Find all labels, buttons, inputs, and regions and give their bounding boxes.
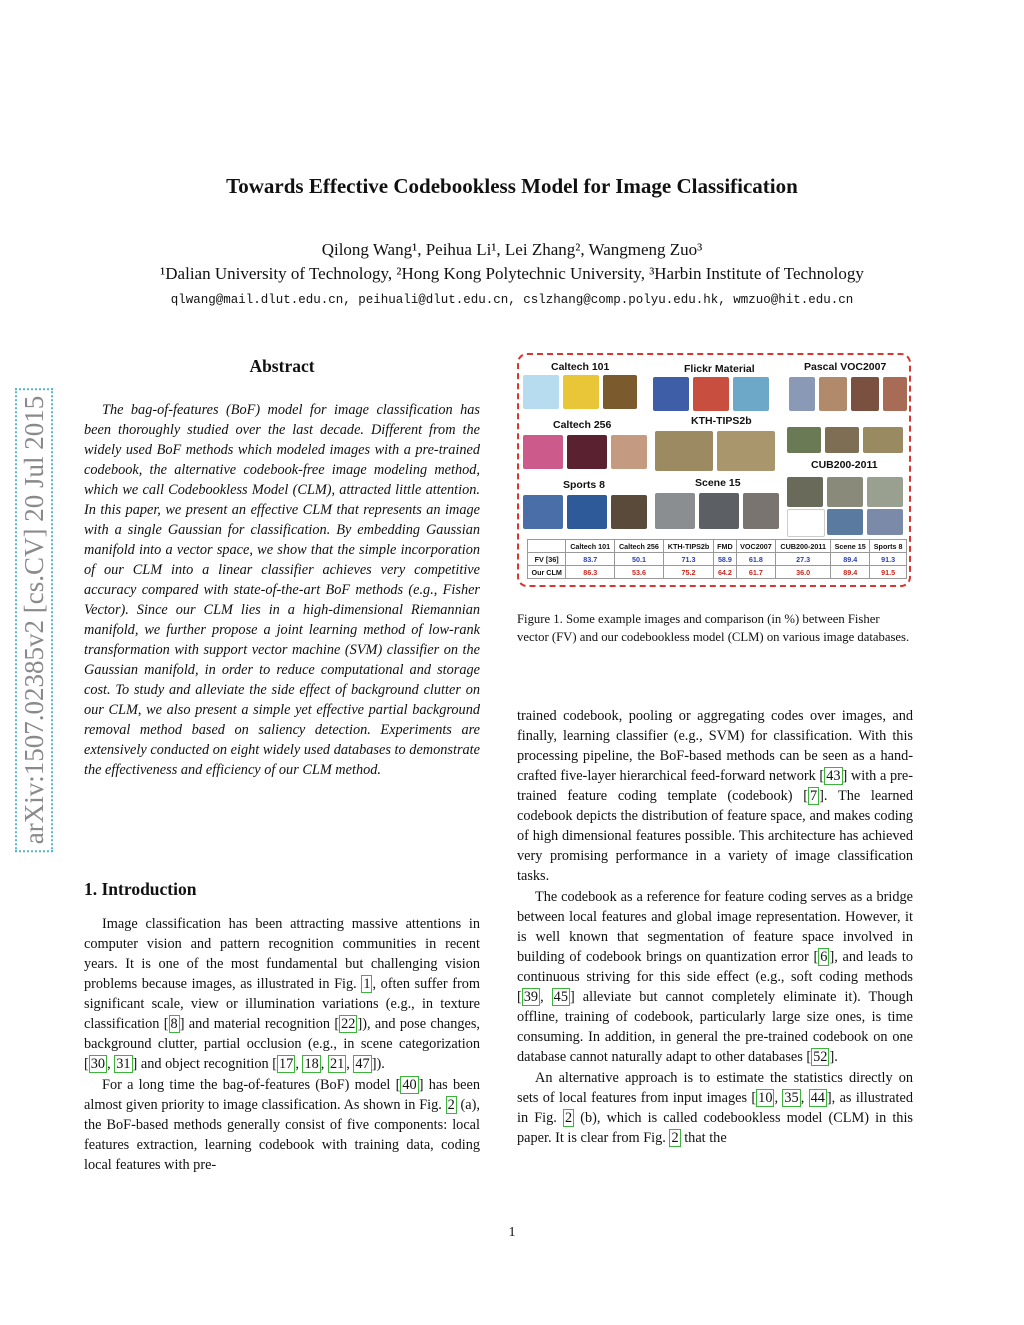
dataset-label-caltech256: Caltech 256: [553, 419, 612, 431]
citation-link[interactable]: 40: [402, 1077, 417, 1093]
table-cell: 83.7: [566, 553, 615, 566]
table-cell: 50.1: [615, 553, 664, 566]
dataset-label-voc: Pascal VOC2007: [804, 361, 887, 373]
dataset-label-cub: CUB200-2011: [811, 459, 878, 471]
citation-link[interactable]: 17: [279, 1056, 294, 1072]
section-heading-introduction: 1. Introduction: [84, 879, 197, 899]
table-header-cell: Sports 8: [870, 540, 907, 553]
citation-link[interactable]: 18: [304, 1056, 319, 1072]
sample-image: [655, 431, 713, 471]
dataset-label-kth: KTH-TIPS2b: [691, 415, 752, 427]
intro-paragraph-2: For a long time the bag-of-features (BoF) model [ 40 ] has been almost given priority to image classification. As shown in Fig. 2 (a), the BoF-based methods generally consist of five components: local features extraction, learning codebook with training data, coding local features with pre-: [84, 1077, 480, 1173]
table-cell: 61.8: [736, 553, 776, 566]
right-paragraph-2: The codebook as a reference for feature coding serves as a bridge between local features and global image representation. However, it is well known that segmentation of feature space involved in building of codebook brings on quantization error [ 6 ], and leads to continuous striving for this side effect (e.g., soft coding methods [ 39 , 45 ] alleviate but cannot completely eliminate it). Though offline, training of codebook, particularly large size ones, is time consuming. In addition, in general the pre-trained codebook on one database cannot naturally adapt to other databases [ 52 ].: [517, 889, 913, 1065]
row-label: Our CLM: [528, 566, 566, 579]
arxiv-stamp[interactable]: [14, 320, 54, 920]
citation-link[interactable]: 47: [355, 1056, 370, 1072]
sample-image: [693, 377, 729, 411]
table-cell: 27.3: [776, 553, 831, 566]
figure-link[interactable]: 2: [671, 1130, 679, 1146]
table-cell: 64.2: [714, 566, 736, 579]
sample-image: [523, 375, 559, 409]
citation-link[interactable]: 31: [116, 1056, 131, 1072]
author-emails: qlwang@mail.dlut.edu.cn, peihuali@dlut.edu.cn, cslzhang@comp.polyu.edu.hk, wmzuo@hit.edu.cn: [170, 293, 854, 307]
sample-image: [787, 477, 823, 507]
table-row: [528, 553, 907, 566]
table-header-cell: FMD: [714, 540, 736, 553]
page-number: 1: [508, 1225, 516, 1240]
table-cell: 58.9: [714, 553, 736, 566]
citation-link[interactable]: 21: [329, 1056, 345, 1072]
sample-image: [655, 493, 695, 529]
citation-link[interactable]: 7: [810, 788, 818, 804]
sample-image: [563, 375, 599, 409]
arxiv-stamp-text: arXiv:1507.02385v2 [cs.CV] 20 Jul 2015: [15, 388, 53, 852]
table-cell: 36.0: [776, 566, 831, 579]
figure-1-caption: Figure 1. Some example images and comparison (in %) between Fisher vector (FV) and our codebookless model (CLM) on various image databases.: [517, 612, 910, 644]
sample-image: [867, 509, 903, 535]
table-header-cell: Scene 15: [831, 540, 870, 553]
sample-image: [789, 377, 815, 411]
table-header-cell: Caltech 256: [615, 540, 664, 553]
sample-image: [827, 477, 863, 507]
figure-1-image-panel: [517, 353, 911, 587]
sample-image: [851, 377, 879, 411]
abstract-heading: Abstract: [249, 356, 315, 376]
citation-link[interactable]: 30: [90, 1056, 106, 1072]
citation-link[interactable]: 44: [810, 1090, 825, 1106]
affiliations: ¹Dalian University of Technology, ²Hong Kong Polytechnic University, ³Harbin Institute of Technology: [160, 264, 864, 283]
sample-image: [867, 477, 903, 507]
table-cell: 91.3: [870, 553, 907, 566]
citation-link[interactable]: 35: [784, 1090, 799, 1106]
table-cell: 86.3: [566, 566, 615, 579]
table-cell: 53.6: [615, 566, 664, 579]
table-cell: 89.4: [831, 553, 870, 566]
dataset-label-caltech101: Caltech 101: [551, 361, 610, 373]
table-cell: 91.5: [870, 566, 907, 579]
right-paragraph-3: An alternative approach is to estimate the statistics directly on sets of local features from input images [ 10 , 35 , 44 ], as illustrated in Fig. 2 (b), which is called codebookless model (CLM) in this paper. It is clear from Fig. 2 that the: [517, 1070, 913, 1146]
citation-link[interactable]: 39: [523, 989, 539, 1005]
dataset-label-sports: Sports 8: [563, 479, 606, 491]
sample-image: [567, 435, 607, 469]
paper-title: Towards Effective Codebookless Model for Image Classification: [226, 174, 798, 198]
table-header-row: [528, 540, 907, 553]
sample-image: [743, 493, 779, 529]
sample-image: [717, 431, 775, 471]
sample-image: [863, 427, 903, 453]
sample-image: [787, 509, 825, 537]
sample-image: [523, 495, 563, 529]
table-header-cell: KTH-TIPS2b: [663, 540, 713, 553]
sample-image: [819, 377, 847, 411]
sample-image: [611, 435, 647, 469]
sample-image: [733, 377, 769, 411]
right-paragraph-1: trained codebook, pooling or aggregating codes over images, and finally, learning classifier (e.g., SVM) for classification. With this processing pipeline, the BoF-based methods can be seen as a hand-crafted five-layer hierarchical feed-forward network [ 43 ] with a pre-trained feature coding template (codebook) [ 7 ]. The learned codebook depicts the distribution of feature space, and makes coding of high dimensional features possible. This architecture has achieved very promising performance in a variety of image classification tasks.: [517, 708, 914, 884]
citation-link[interactable]: 45: [553, 989, 568, 1005]
table-cell: 75.2: [663, 566, 713, 579]
table-header-cell: VOC2007: [736, 540, 776, 553]
sample-image: [825, 427, 859, 453]
citation-link[interactable]: 8: [170, 1016, 178, 1032]
sample-image: [611, 495, 647, 529]
introduction-text: [84, 914, 480, 1175]
abstract-text: The bag-of-features (BoF) model for image classification has been thoroughly studied over the last decade. Different from the widely used BoF methods which modeled images with a pre-trained codebook, the alternative codebook-free image modeling method, which we call Codebookless Model (CLM), attracted little attention. In this paper, we present an effective CLM that represents an image with a single Gaussian for classification. By embedding Gaussian manifold into a vector space, we show that the simple incorporation of our CLM into a linear classifier achieves very competitive accuracy compared with state-of-the-art BoF methods (e.g., Fisher Vector). Since our CLM lies in a high-dimensional Riemannian manifold, we further propose a joint learning method of low-rank transformation with support vector machine (SVM) classifier on the Gaussian manifold, in order to reduce computational and storage cost. To study and alleviate the side effect of background clutter on our CLM, we also present a simple yet effective partial background removal method based on saliency detection. Experiments are extensively conducted on eight widely used databases to demonstrate the effectiveness and efficiency of our CLM method.: [84, 402, 480, 778]
sample-image: [653, 377, 689, 411]
row-label: FV [36]: [528, 553, 566, 566]
table-header-cell: CUB200-2011: [776, 540, 831, 553]
dataset-label-scene: Scene 15: [695, 477, 741, 489]
table-row: [528, 566, 907, 579]
table-header-cell: Caltech 101: [566, 540, 615, 553]
table-header-cell: [528, 540, 566, 553]
citation-link[interactable]: 22: [341, 1016, 356, 1032]
dataset-label-flickr: Flickr Material: [684, 363, 755, 375]
table-cell: 71.3: [663, 553, 713, 566]
citation-link[interactable]: 6: [820, 949, 828, 965]
sample-image: [567, 495, 607, 529]
figure-link[interactable]: 2: [564, 1110, 573, 1126]
sample-image: [603, 375, 637, 409]
sample-image: [883, 377, 907, 411]
citation-link[interactable]: 43: [826, 768, 841, 784]
figure-1-accuracy-table: [527, 539, 907, 579]
right-column-text: [517, 706, 913, 1148]
sample-image: [699, 493, 739, 529]
figure-link[interactable]: 2: [447, 1097, 455, 1113]
table-cell: 61.7: [736, 566, 776, 579]
sample-image: [523, 435, 563, 469]
figure-link[interactable]: 1: [363, 976, 371, 992]
citation-link[interactable]: 52: [813, 1049, 828, 1065]
sample-image: [827, 509, 863, 535]
author-list: Qilong Wang¹, Peihua Li¹, Lei Zhang², Wangmeng Zuo³: [321, 240, 703, 259]
intro-paragraph-1: Image classification has been attracting massive attentions in computer vision and pattern recognition communities in recent years. It is one of the most fundamental but challenging vision problems because images, as illustrated in Fig. 1 , often suffer from significant scale, view or illumination variations (e.g., in texture classification [ 8 ] and material recognition [ 22 ]), and pose changes, background clutter, partial occlusion (e.g., in scene categorization [ 30 , 31 ] and object recognition [ 17 , 18 , 21 , 47 ]).: [84, 916, 480, 1072]
sample-image: [787, 427, 821, 453]
citation-link[interactable]: 10: [758, 1090, 773, 1106]
table-cell: 89.4: [831, 566, 870, 579]
